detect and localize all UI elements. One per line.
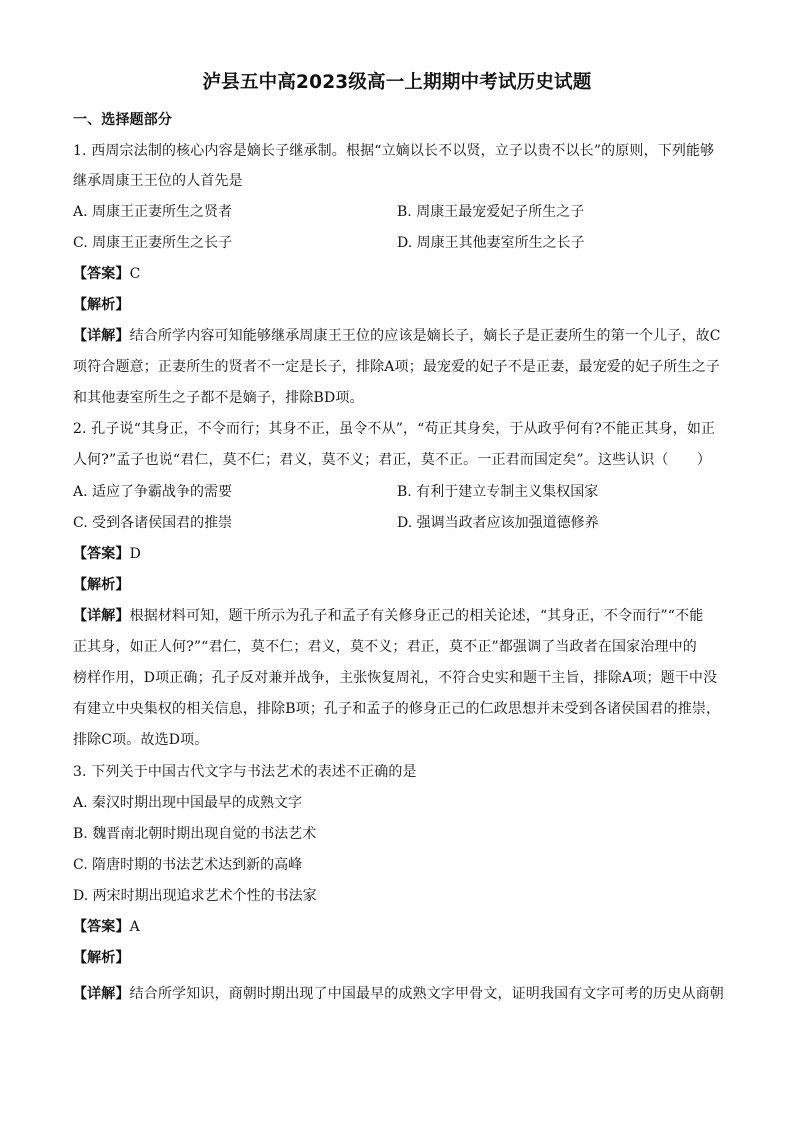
q2-stem-line2: 人何?”孟子也说“君仁，莫不仁；君义，莫不义；君正，莫不正。一正君而国定矣”。这些认识（ ） [73, 452, 712, 468]
analysis-tag: 【解析】 [73, 577, 130, 593]
q2-detail-line1 [73, 607, 723, 625]
answer-tag: 【答案】 [73, 919, 130, 935]
q1-detail-line1 [73, 327, 723, 345]
q3-option-b: B. 魏晋南北朝时期出现自觉的书法艺术 [73, 826, 317, 842]
q2-detail-line5: 排除C项。故选D项。 [73, 732, 209, 748]
q2-analysis [73, 576, 723, 594]
q3-option-c: C. 隋唐时期的书法艺术达到新的高峰 [73, 857, 303, 873]
q2-option-b: B. 有利于建立专制主义集权国家 [397, 484, 599, 500]
q3-option-a: A. 秦汉时期出现中国最早的成熟文字 [73, 795, 303, 811]
detail-text: 结合所学知识，商朝时期出现了中国最早的成熟文字甲骨文，证明我国有文字可考的历史从商朝 [129, 986, 724, 1002]
q2-option-c: C. 受到各诸侯国君的推崇 [73, 515, 233, 531]
section-heading: 一、选择题部分 [73, 112, 173, 128]
q1-analysis [73, 296, 723, 314]
detail-text: 根据材料可知，题干所示为孔子和孟子有关修身正己的相关论述，“其身正，不令而行”“不能 [129, 608, 704, 624]
answer-value: C [129, 266, 141, 282]
answer-value: D [129, 546, 141, 562]
q3-analysis [73, 949, 723, 967]
q3-detail-line1 [73, 985, 723, 1003]
q1-stem-line1: 1. 西周宗法制的核心内容是嫡长子继承制。根据“立嫡以长不以贤，立子以贵不以长”的原则，下列能够 [73, 143, 715, 159]
q2-stem-line1: 2. 孔子说“其身正，不令而行；其身不正，虽令不从”，“苟正其身矣，于从政乎何有?不能正其身，如正 [73, 421, 716, 437]
q1-option-a: A. 周康王正妻所生之贤者 [73, 204, 233, 220]
answer-value: A [129, 919, 140, 935]
q1-option-d: D. 周康王其他妻室所生之长子 [397, 235, 585, 251]
analysis-tag: 【解析】 [73, 950, 130, 966]
analysis-tag: 【解析】 [73, 297, 130, 313]
q2-detail-line4: 有建立中央集权的相关信息，排除B项；孔子和孟子的修身正己的仁政思想并未受到各诸侯国君的推崇， [73, 701, 721, 717]
q1-answer [73, 265, 723, 283]
q2-detail-line2: 正其身，如正人何?”“君仁，莫不仁；君义，莫不义；君正，莫不正”都强调了当政者在国家治理中的 [73, 639, 697, 655]
detail-tag: 【详解】 [73, 608, 130, 624]
q1-detail-line2: 项符合题意；正妻所生的贤者不一定是长子，排除A项；最宠爱的妃子不是正妻，最宠爱的妃子所生之子 [73, 359, 721, 375]
q2-detail-line3: 榜样作用，D项正确；孔子反对兼并战争，主张恢复周礼，不符合史实和题干主旨，排除A项；题干中没 [73, 670, 718, 686]
q2-answer [73, 545, 723, 563]
q3-stem-line1: 3. 下列关于中国古代文字与书法艺术的表述不正确的是 [73, 764, 417, 780]
q3-answer [73, 918, 723, 936]
q1-option-b: B. 周康王最宠爱妃子所生之子 [397, 204, 585, 220]
answer-tag: 【答案】 [73, 266, 130, 282]
detail-tag: 【详解】 [73, 328, 130, 344]
answer-tag: 【答案】 [73, 546, 130, 562]
detail-text: 结合所学内容可知能够继承周康王王位的应该是嫡长子，嫡长子是正妻所生的第一个儿子，故C [129, 328, 721, 344]
page-title: 泸县五中高2023级高一上期期中考试历史试题 [202, 72, 592, 93]
q1-option-c: C. 周康王正妻所生之长子 [73, 235, 233, 251]
detail-tag: 【详解】 [73, 986, 130, 1002]
q1-detail-line3: 和其他妻室所生之子都不是嫡子，排除BD项。 [73, 390, 364, 406]
q2-option-d: D. 强调当政者应该加强道德修养 [397, 515, 599, 531]
q1-stem-line2: 继承周康王王位的人首先是 [73, 173, 243, 189]
q3-option-d: D. 两宋时期出现追求艺术个性的书法家 [73, 888, 317, 904]
q2-option-a: A. 适应了争霸战争的需要 [73, 484, 233, 500]
